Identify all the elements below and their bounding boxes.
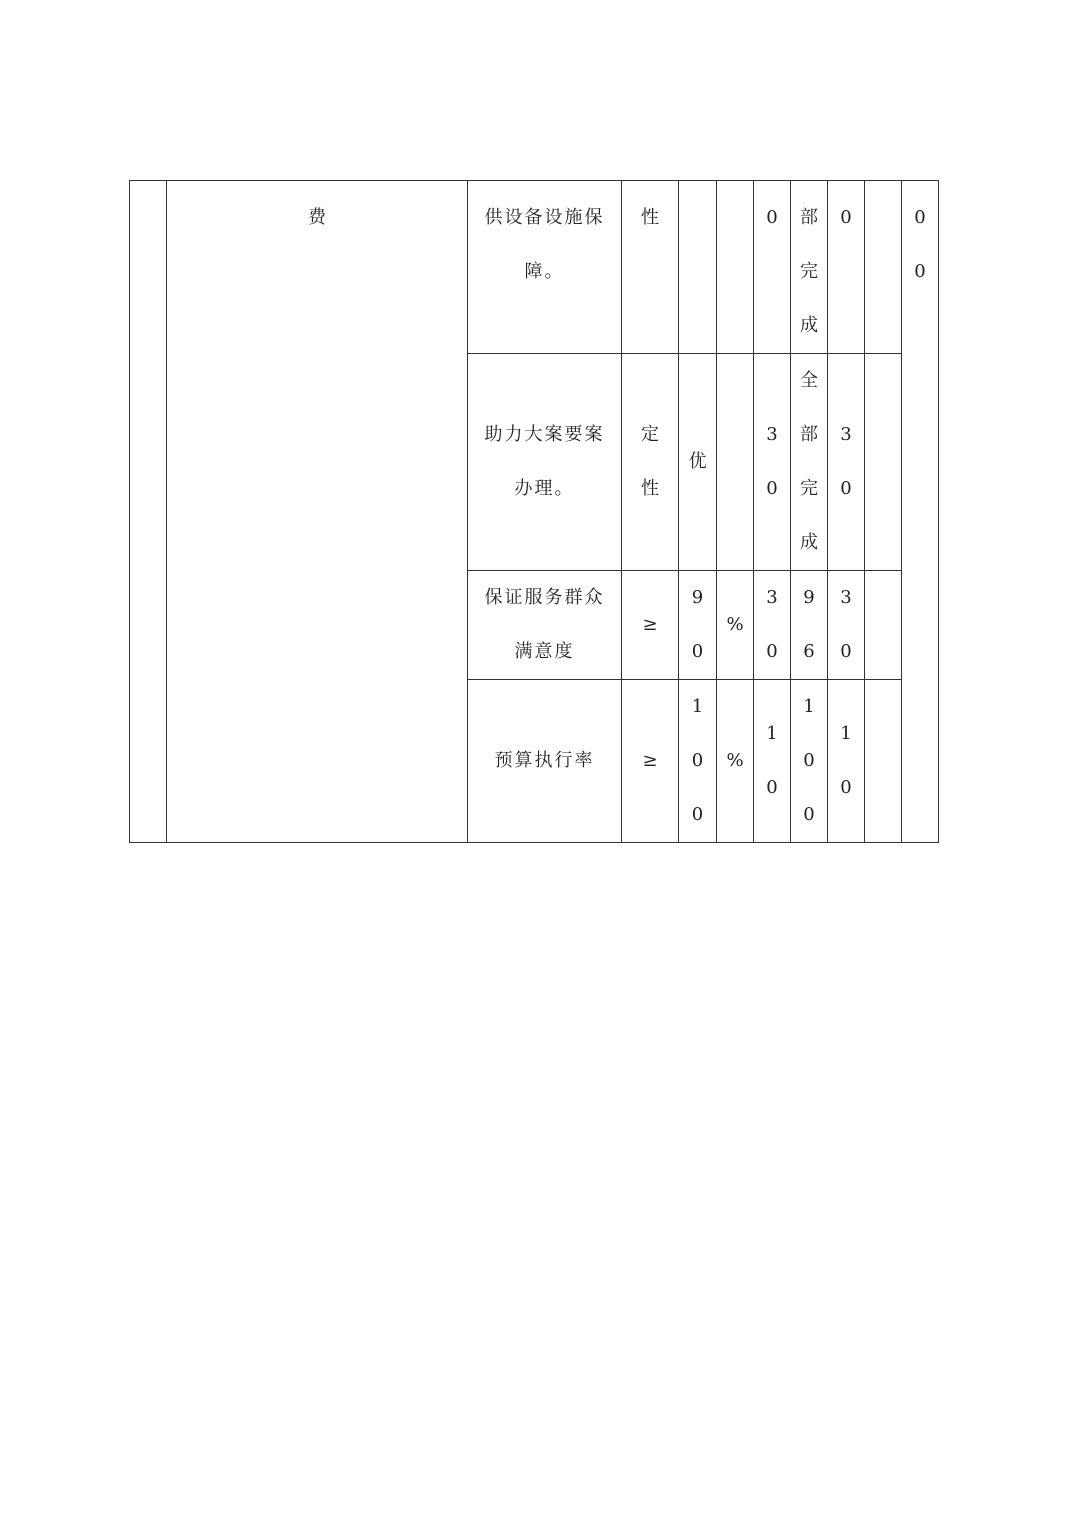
standard-char: 0 bbox=[691, 641, 704, 662]
actual-char: 1 bbox=[803, 696, 815, 717]
weight-cell bbox=[754, 354, 791, 571]
indicator-desc-cell bbox=[468, 181, 622, 354]
score-char: 3 bbox=[840, 587, 852, 608]
score-cell bbox=[828, 680, 865, 843]
total-char: 0 bbox=[914, 261, 926, 282]
actual-cell bbox=[791, 571, 828, 680]
unit-cell bbox=[717, 680, 754, 843]
nature-cell bbox=[622, 181, 679, 354]
indicator-desc-line: 预算执行率 bbox=[494, 750, 595, 771]
score-cell bbox=[828, 354, 865, 571]
indicator-desc-cell bbox=[468, 354, 622, 571]
nature-char: 性 bbox=[641, 207, 659, 228]
actual-char: 0 bbox=[803, 750, 815, 771]
actual-cell bbox=[791, 680, 828, 843]
weight-char: 0 bbox=[766, 641, 778, 662]
actual-char: 0 bbox=[803, 804, 815, 825]
standard-char: 1 bbox=[691, 696, 704, 717]
score-cell bbox=[828, 571, 865, 680]
total-char: 0 bbox=[914, 207, 926, 228]
table-row bbox=[130, 181, 939, 354]
actual-char: 部 bbox=[800, 424, 818, 445]
weight-char: 0 bbox=[766, 777, 778, 798]
score-char: 3 bbox=[840, 424, 852, 445]
standard-cell bbox=[679, 181, 717, 354]
nature-cell bbox=[622, 354, 679, 571]
standard-cell bbox=[679, 354, 717, 571]
nature-cell bbox=[622, 680, 679, 843]
weight-cell bbox=[754, 680, 791, 843]
indicator-desc-line: 障。 bbox=[524, 261, 565, 282]
unit-char: % bbox=[726, 750, 744, 771]
actual-char: 9 bbox=[803, 587, 815, 608]
indicator-desc-line: 满意度 bbox=[514, 641, 575, 662]
remark-cell bbox=[865, 354, 902, 571]
unit-cell bbox=[717, 571, 754, 680]
weight-char: 3 bbox=[766, 587, 778, 608]
actual-char: 部 bbox=[800, 207, 818, 228]
indicator-desc-cell bbox=[468, 571, 622, 680]
indicator-desc-cell bbox=[468, 680, 622, 843]
unit-char: % bbox=[726, 614, 744, 635]
nature-char: 定 bbox=[641, 424, 659, 445]
weight-cell bbox=[754, 571, 791, 680]
nature-char: ≥ bbox=[642, 614, 658, 635]
item-name-cell bbox=[167, 181, 468, 843]
standard-char: 0 bbox=[691, 750, 704, 771]
weight-char: 0 bbox=[766, 478, 778, 499]
actual-cell bbox=[791, 181, 828, 354]
weight-cell bbox=[754, 181, 791, 354]
actual-char: 完 bbox=[800, 261, 818, 282]
indicator-desc-line: 保证服务群众 bbox=[484, 587, 605, 608]
weight-char: 1 bbox=[766, 723, 778, 744]
weight-char: 3 bbox=[766, 424, 778, 445]
total-cell bbox=[902, 181, 939, 843]
standard-cell bbox=[679, 571, 717, 680]
actual-char: 完 bbox=[800, 478, 818, 499]
remark-cell bbox=[865, 181, 902, 354]
weight-char: 0 bbox=[766, 207, 778, 228]
actual-cell bbox=[791, 354, 828, 571]
actual-char: 全 bbox=[800, 370, 818, 391]
score-cell bbox=[828, 181, 865, 354]
score-char: 0 bbox=[840, 777, 852, 798]
item-name-text: 费 bbox=[308, 207, 326, 228]
remark-cell bbox=[865, 680, 902, 843]
performance-table bbox=[129, 180, 939, 843]
actual-char: 6 bbox=[803, 641, 815, 662]
indicator-desc-line: 助力大案要案 bbox=[484, 424, 605, 445]
indicator-desc-line: 办理。 bbox=[514, 478, 575, 499]
actual-char: 成 bbox=[800, 315, 818, 336]
nature-cell bbox=[622, 571, 679, 680]
nature-char: 性 bbox=[641, 478, 659, 499]
score-char: 0 bbox=[840, 641, 852, 662]
unit-cell bbox=[717, 181, 754, 354]
standard-char: 优 bbox=[688, 451, 707, 472]
actual-char: 成 bbox=[800, 532, 818, 553]
remark-cell bbox=[865, 571, 902, 680]
standard-char: 9 bbox=[691, 587, 704, 608]
standard-char: 0 bbox=[691, 804, 704, 825]
score-char: 0 bbox=[840, 478, 852, 499]
standard-cell bbox=[679, 680, 717, 843]
score-char: 1 bbox=[840, 723, 852, 744]
nature-char: ≥ bbox=[642, 750, 658, 771]
unit-cell bbox=[717, 354, 754, 571]
score-char: 0 bbox=[840, 207, 852, 228]
indicator-desc-line: 供设备设施保 bbox=[484, 207, 605, 228]
category-cell bbox=[130, 181, 167, 843]
